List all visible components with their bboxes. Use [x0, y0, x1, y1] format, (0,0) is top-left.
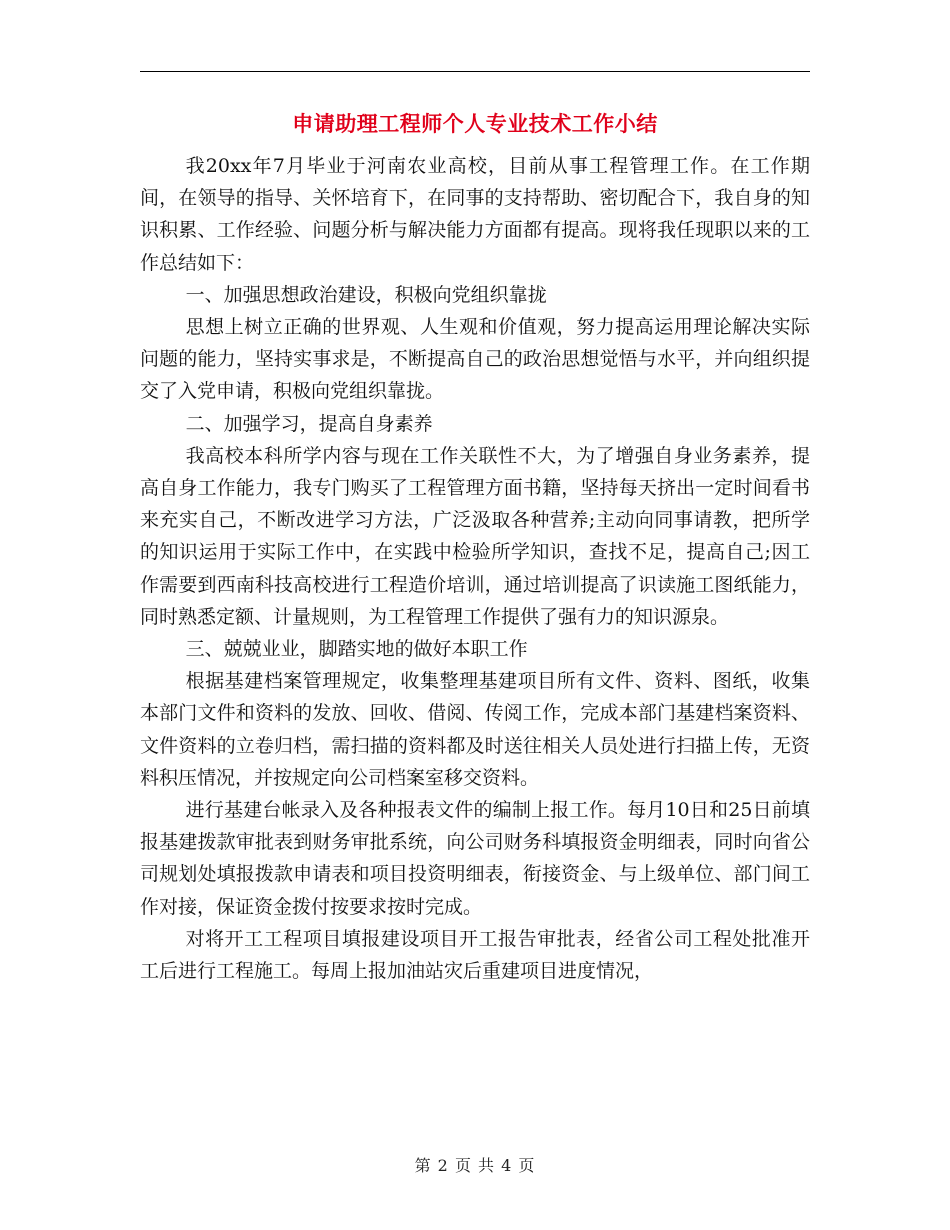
- section-heading: 三、兢兢业业，脚踏实地的做好本职工作: [185, 638, 528, 661]
- section-heading: 二、加强学习，提高自身素养: [185, 412, 433, 435]
- body-paragraph: 根据基建档案管理规定，收集整理基建项目所有文件、资料、图纸，收集本部门文件和资料的发放、回收、借阅、传阅工作，完成本部门基建档案资料、文件资料的立卷归档，需扫描的资料都及时送往相关人员处进行扫描上传，无资料积压情况，并按规定向公司档案室移交资料。: [140, 670, 810, 789]
- body-paragraph: 进行基建台帐录入及各种报表文件的编制上报工作。每月10日和25日前填报基建拨款审批表到财务审批系统，向公司财务科填报资金明细表，同时向省公司规划处填报拨款申请表和项目投资明细表，衔接资金、与上级单位、部门间工作对接，保证资金拨付按要求按时完成。: [140, 799, 810, 918]
- body-paragraph: 思想上树立正确的世界观、人生观和价值观，努力提高运用理论解决实际问题的能力，坚持实事求是，不断提高自己的政治思想觉悟与水平，并向组织提交了入党申请，积极向党组织靠拢。: [140, 316, 810, 403]
- header-rule: [140, 71, 810, 72]
- body-paragraph: 我20xx年7月毕业于河南农业高校，目前从事工程管理工作。在工作期间，在领导的指导、关怀培育下，在同事的支持帮助、密切配合下，我自身的知识积累、工作经验、问题分析与解决能力方面都有提高。现将我任现职以来的工作总结如下：: [140, 155, 810, 274]
- document-title: 申请助理工程师个人专业技术工作小结: [292, 112, 658, 136]
- page-footer: 第 2 页 共 4 页: [414, 1156, 536, 1175]
- body-paragraph: 我高校本科所学内容与现在工作关联性不大，为了增强自身业务素养，提高自身工作能力，我专门购买了工程管理方面书籍，坚持每天挤出一定时间看书来充实自己，不断改进学习方法，广泛汲取各种营养;主动向同事请教，把所学的知识运用于实际工作中，在实践中检验所学知识，查找不足，提高自己;因工作需要到西南科技高校进行工程造价培训，通过培训提高了识读施工图纸能力，同时熟悉定额、计量规则，为工程管理工作提供了强有力的知识源泉。: [140, 444, 810, 628]
- section-heading: 一、加强思想政治建设，积极向党组织靠拢: [185, 283, 547, 306]
- body-paragraph: 对将开工工程项目填报建设项目开工报告审批表，经省公司工程处批准开工后进行工程施工。每周上报加油站灾后重建项目进度情况，: [140, 927, 810, 983]
- document-body: [140, 150, 810, 987]
